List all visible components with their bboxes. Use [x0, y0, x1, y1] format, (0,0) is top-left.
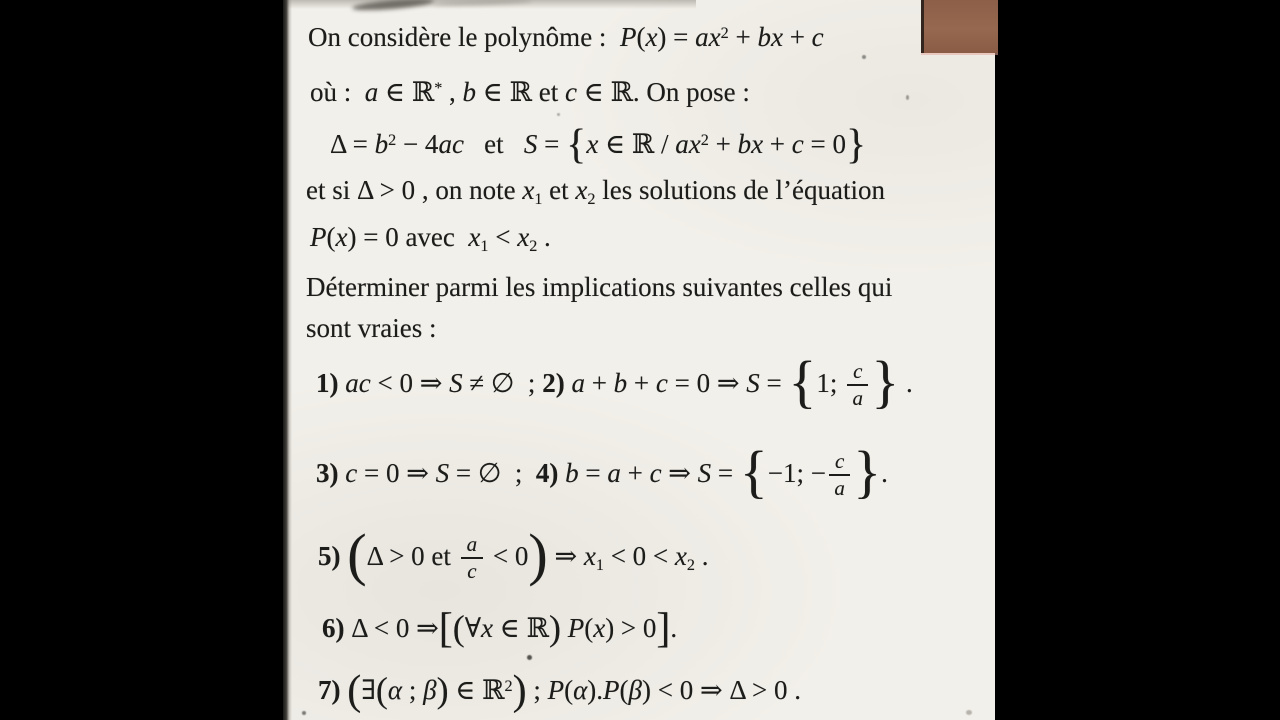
solutions-note-line: [306, 173, 885, 216]
text-segment: b: [462, 77, 477, 108]
text-segment: 1): [316, 368, 346, 398]
text-segment: .: [694, 541, 709, 571]
fraction: $\frac{c}{a}$: [847, 368, 868, 402]
text-segment: P: [567, 613, 585, 643]
text-segment: a: [364, 77, 379, 108]
text-segment: les solutions de l’équation: [595, 175, 885, 205]
text-segment: .: [670, 613, 678, 643]
text-segment: (: [636, 22, 646, 53]
text-segment: ≠ ∅ ;: [462, 368, 543, 398]
text-segment: +: [782, 22, 812, 53]
text-segment: = ∅ ;: [449, 458, 536, 488]
text-segment: (: [564, 675, 574, 706]
text-segment: ∈ ℝ et: [476, 77, 565, 108]
text-segment: x: [674, 541, 687, 571]
text-segment: ): [512, 668, 527, 715]
text-segment: 5): [318, 541, 348, 571]
text-segment: (: [326, 222, 336, 252]
scan-artifact: [302, 711, 306, 715]
text-segment: =: [537, 129, 567, 160]
text-segment: P: [603, 675, 620, 706]
text-segment: {: [566, 122, 587, 169]
text-segment: =: [711, 458, 740, 488]
text-segment: x: [335, 222, 348, 252]
text-segment: x: [522, 175, 535, 205]
fraction: $\frac{a}{c}$: [461, 541, 484, 575]
text-segment: c: [345, 458, 358, 488]
equation-avec-line: [310, 220, 551, 263]
scan-artifact: [557, 113, 560, 116]
text-segment: }: [846, 122, 867, 169]
text-segment: < 0 <: [603, 541, 675, 571]
letterbox-bar-left: [0, 0, 283, 720]
text-segment: ⇒: [661, 458, 698, 488]
text-segment: {: [739, 439, 768, 504]
implication-6: [322, 606, 678, 652]
text-segment: (: [619, 675, 629, 706]
text-segment: ∈ ℝ. On pose :: [576, 77, 750, 108]
text-segment: ): [436, 670, 449, 711]
text-segment: x: [517, 222, 530, 252]
prompt-line-2: [306, 311, 436, 345]
text-segment: a: [607, 458, 621, 488]
text-segment: ac: [345, 368, 371, 398]
text-segment: .: [899, 368, 913, 398]
scan-artifact: [862, 55, 866, 59]
text-segment: Δ > 0 et: [366, 541, 458, 571]
prompt-line-1: [306, 270, 892, 304]
text-segment: c: [655, 368, 668, 398]
text-segment: Δ =: [330, 129, 375, 160]
text-segment: ∈ ℝ: [378, 77, 435, 108]
text-segment: où :: [310, 77, 365, 108]
text-segment: =: [578, 458, 608, 488]
text-segment: Δ < 0 ⇒: [351, 613, 439, 643]
text-segment: − 4: [396, 129, 439, 160]
text-segment: S: [449, 368, 463, 398]
text-segment: P: [310, 222, 327, 252]
text-segment: et: [542, 175, 576, 205]
text-segment: 4): [535, 458, 566, 488]
text-segment: 1;: [816, 368, 845, 398]
text-segment: <: [488, 222, 518, 252]
text-segment: 3): [316, 458, 346, 488]
text-segment: = 0: [803, 129, 846, 160]
text-segment: 2: [388, 131, 397, 149]
text-segment: bx: [757, 22, 783, 53]
text-segment: ⇒: [547, 541, 584, 571]
text-segment: [561, 613, 568, 643]
text-segment: (: [452, 608, 465, 648]
text-segment: 2: [587, 189, 596, 208]
text-segment: +: [584, 368, 614, 398]
text-segment: +: [708, 129, 738, 160]
text-segment: x: [468, 222, 481, 252]
text-segment: .: [881, 458, 888, 488]
text-segment: 2: [720, 24, 729, 42]
text-segment: et: [463, 129, 524, 160]
text-segment: .: [537, 222, 551, 252]
text-segment: 2): [542, 368, 572, 398]
text-segment: 1: [480, 236, 489, 255]
implication-5: [318, 522, 709, 587]
text-segment: +: [763, 129, 792, 160]
text-segment: x: [645, 22, 658, 53]
text-segment: P: [547, 675, 565, 706]
text-segment: (: [347, 668, 362, 715]
text-segment: ∈ ℝ: [493, 613, 549, 643]
text-segment: α: [573, 675, 588, 706]
text-segment: ]: [656, 606, 671, 652]
text-segment: ∈ ℝ: [448, 675, 505, 706]
text-segment: {: [788, 349, 817, 414]
intro-line-2: [310, 71, 750, 109]
text-segment: ): [528, 522, 548, 587]
text-segment: (: [584, 613, 594, 643]
text-segment: < 0: [486, 541, 529, 571]
text-segment: 2: [700, 131, 709, 149]
delta-definition-line: [330, 122, 867, 169]
text-segment: =: [759, 368, 789, 398]
text-segment: ) =: [657, 22, 696, 53]
text-segment: P: [619, 22, 637, 53]
text-segment: < 0 ⇒: [370, 368, 450, 398]
text-segment: ;: [402, 675, 424, 706]
fraction: $\frac{c}{a}$: [829, 458, 850, 492]
text-segment: ) < 0 ⇒ Δ > 0 .: [642, 675, 801, 706]
text-segment: = 0 ⇒: [357, 458, 436, 488]
text-segment: (: [375, 670, 388, 711]
letterbox-bar-right: [995, 0, 1280, 720]
text-segment: x: [583, 541, 596, 571]
text-segment: ax: [695, 22, 721, 53]
text-segment: a: [571, 368, 585, 398]
text-segment: sont vraies :: [306, 313, 437, 343]
text-segment: *: [434, 79, 443, 97]
text-segment: ∃: [361, 675, 376, 706]
scan-artifact: [966, 710, 972, 715]
text-segment: Déterminer parmi les implications suivantes celles qui: [306, 272, 893, 302]
text-segment: +: [627, 368, 656, 398]
text-segment: β: [423, 675, 437, 706]
text-segment: +: [620, 458, 650, 488]
text-segment: ): [548, 608, 561, 648]
text-segment: (: [347, 522, 367, 587]
text-segment: b: [613, 368, 628, 398]
implication-7: [318, 668, 801, 715]
text-segment: [: [438, 606, 453, 652]
text-segment: }: [853, 439, 882, 504]
text-segment: S: [697, 458, 712, 488]
text-segment: 2: [686, 555, 695, 574]
text-segment: 1: [534, 189, 543, 208]
text-segment: ) = 0 avec: [347, 222, 469, 252]
text-segment: ac: [438, 129, 464, 160]
text-segment: −1; −: [767, 458, 826, 488]
text-segment: S: [435, 458, 450, 488]
text-segment: 2: [504, 677, 513, 695]
text-segment: ,: [442, 77, 463, 108]
text-segment: 6): [322, 613, 352, 643]
text-segment: ) > 0: [605, 613, 657, 643]
text-segment: 2: [529, 236, 538, 255]
text-segment: β: [628, 675, 642, 706]
text-segment: S: [746, 368, 760, 398]
text-segment: c: [791, 129, 804, 160]
text-segment: x: [586, 129, 599, 160]
implication-1-2: [316, 349, 913, 414]
text-segment: b: [565, 458, 579, 488]
scan-artifact: [352, 0, 434, 13]
text-segment: x: [481, 613, 494, 643]
text-segment: = 0 ⇒: [667, 368, 747, 398]
text-segment: x: [593, 613, 606, 643]
intro-line-1: [308, 16, 824, 54]
text-segment: et si Δ > 0 , on note: [306, 175, 523, 205]
text-segment: ax: [675, 129, 701, 160]
text-segment: S: [523, 129, 538, 160]
text-segment: +: [728, 22, 758, 53]
text-segment: ;: [526, 675, 548, 706]
scan-artifact: [906, 95, 909, 100]
text-segment: On considère le polynôme :: [308, 22, 620, 53]
scan-artifact: [432, 0, 532, 7]
text-segment: 1: [595, 555, 604, 574]
text-segment: ∈ ℝ /: [598, 129, 676, 160]
scanned-page: [283, 0, 995, 720]
text-segment: c: [564, 77, 577, 108]
text-segment: x: [575, 175, 588, 205]
text-segment: c: [811, 22, 824, 53]
text-segment: ).: [587, 675, 604, 706]
text-segment: α: [387, 675, 403, 706]
text-segment: bx: [737, 129, 764, 160]
text-segment: }: [871, 349, 900, 414]
text-segment: c: [649, 458, 662, 488]
implication-3-4: [316, 439, 888, 504]
scan-artifact: [527, 655, 532, 660]
text-segment: ∀: [464, 613, 482, 643]
brown-paper-strip: [921, 0, 998, 53]
text-segment: b: [374, 129, 389, 160]
text-segment: 7): [318, 675, 348, 706]
